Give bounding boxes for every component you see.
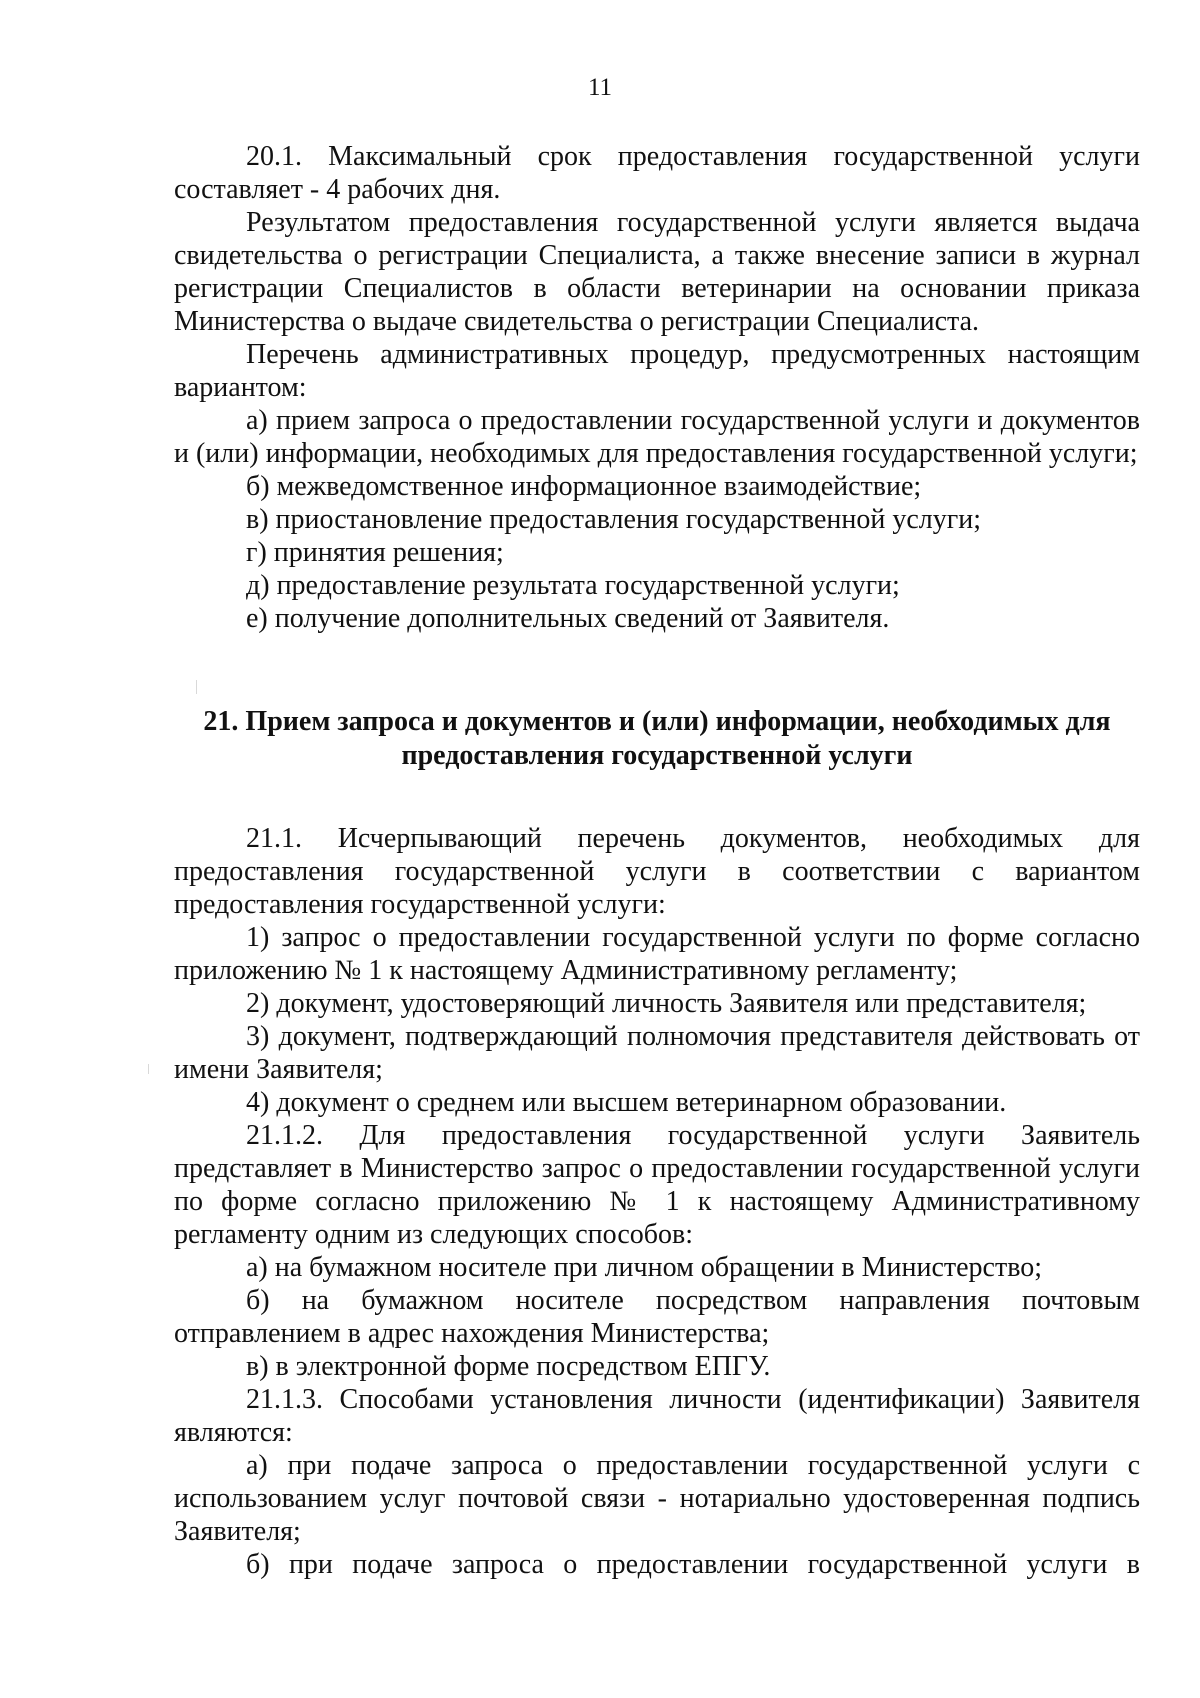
list-item-b: б) межведомственное информационное взаимодействие; — [246, 471, 922, 502]
page-number: 11 — [587, 74, 613, 101]
method-item-a: а) на бумажном носителе при личном обращении в Министерство; — [246, 1252, 1043, 1283]
paragraph-21-1-3: 21.1.3. Способами установления личности (идентификации) Заявителя являются: — [174, 1384, 1140, 1448]
list-item-e: е) получение дополнительных сведений от Заявителя. — [246, 603, 890, 634]
list-item-a: а) прием запроса о предоставлении государственной услуги и документов и (или) информации, необходимых для предоставления государственной услуги; — [174, 405, 1140, 469]
list-item-v: в) приостановление предоставления государственной услуги; — [246, 504, 981, 535]
list-item-d: д) предоставление результата государственной услуги; — [246, 570, 900, 601]
list-item-g: г) принятия решения; — [246, 537, 504, 568]
list-item-2: 2) документ, удостоверяющий личность Заявителя или представителя; — [246, 988, 1087, 1019]
identification-item-b: б) при подаче запроса о предоставлении государственной услуги в — [246, 1549, 1140, 1580]
scan-artifact-mark — [196, 680, 197, 694]
list-item-4: 4) документ о среднем или высшем ветеринарном образовании. — [246, 1087, 1007, 1118]
identification-item-a: а) при подаче запроса о предоставлении государственной услуги с использованием услуг почтовой связи - нотариально удостоверенная подпись Заявителя; — [174, 1450, 1140, 1547]
method-item-v: в) в электронной форме посредством ЕПГУ. — [246, 1351, 771, 1382]
list-item-3: 3) документ, подтверждающий полномочия представителя действовать от имени Заявителя; — [174, 1021, 1140, 1085]
scan-artifact-mark — [148, 1064, 149, 1074]
paragraph-21-1: 21.1. Исчерпывающий перечень документов, необходимых для предоставления государственной услуги в соответствии с вариантом предоставления государственной услуги: — [174, 823, 1140, 920]
paragraph-block-documents — [174, 822, 1140, 1581]
method-item-b: б) на бумажном носителе посредством направления почтовым отправлением в адрес нахождения Министерства; — [174, 1285, 1140, 1349]
paragraph-20-1: 20.1. Максимальный срок предоставления государственной услуги составляет - 4 рабочих дня. — [174, 141, 1140, 205]
paragraph-21-1-2: 21.1.2. Для предоставления государственной услуги Заявитель представляет в Министерство запрос о предоставлении государственной услуги по форме согласно приложению № 1 к настоящему Административному регламенту одним из следующих способов: — [174, 1120, 1140, 1250]
list-item-1: 1) запрос о предоставлении государственной услуги по форме согласно приложению № 1 к настоящему Административному регламенту; — [174, 922, 1140, 986]
paragraph-block-procedures — [174, 140, 1140, 635]
paragraph-procedures-intro: Перечень административных процедур, предусмотренных настоящим вариантом: — [174, 339, 1140, 403]
paragraph-result: Результатом предоставления государственной услуги является выдача свидетельства о регистрации Специалиста, а также внесение записи в журнал регистрации Специалистов в области ветеринарии на основании приказа Министерства о выдаче свидетельства о регистрации Специалиста. — [174, 207, 1140, 337]
section-heading-21: 21. Прием запроса и документов и (или) информации, необходимых для предоставления государственной услуги — [203, 706, 1111, 771]
